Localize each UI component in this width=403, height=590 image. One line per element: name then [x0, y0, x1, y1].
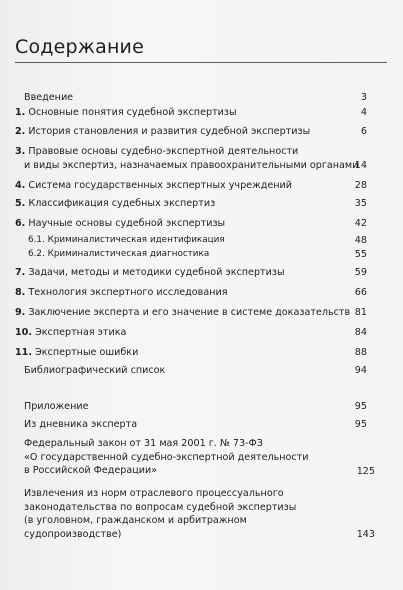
toc-page-number: 84	[354, 327, 367, 338]
toc-entry-1	[15, 106, 237, 120]
toc-entry-label-cont: судопроизводстве)	[24, 528, 122, 540]
toc-page-number: 125	[356, 466, 375, 477]
toc-entry-7	[15, 266, 285, 280]
toc-entry-10	[15, 326, 126, 340]
toc-entry-label: Система государственных экспертных учреждений	[28, 180, 293, 191]
toc-entry-number: 5.	[15, 198, 26, 209]
toc-page-number: 3	[360, 92, 367, 103]
toc-entry-label: Технология экспертного исследования	[28, 287, 228, 298]
toc-page-number: 94	[354, 365, 367, 376]
toc-entry-number: 9.	[15, 307, 26, 318]
toc-subentry-6-2	[28, 248, 209, 262]
toc-entry-2	[15, 125, 310, 139]
toc-entry-label: Приложение	[24, 401, 89, 412]
toc-entry-label: Экспертные ошибки	[35, 347, 139, 358]
toc-entry-label: Библиографический список	[24, 365, 166, 376]
toc-entry-extracts	[24, 487, 296, 541]
toc-page-number: 81	[354, 307, 367, 318]
toc-page-number: 6	[360, 126, 367, 137]
toc-entry-number: 8.	[15, 287, 26, 298]
toc-page-number: 66	[354, 287, 367, 298]
page-title: Содержание	[15, 36, 144, 58]
toc-entry-number: 2.	[15, 126, 26, 137]
toc-entry-label-cont: в Российской Федерации»	[24, 465, 158, 477]
toc-entry-label-cont: законодательства по вопросам судебной экспертизы	[24, 501, 297, 513]
toc-entry-appendix	[24, 400, 89, 414]
toc-entry-3	[15, 145, 298, 159]
toc-entry-label-cont: (в уголовном, гражданском и арбитражном	[24, 515, 247, 527]
toc-entry-11	[15, 346, 138, 360]
toc-page-number: 88	[354, 347, 367, 358]
toc-entry-label: Научные основы судебной экспертизы	[28, 218, 226, 229]
toc-subentry-6-1	[28, 234, 225, 248]
toc-entry-number: 3.	[15, 146, 26, 157]
toc-entry-bibliography	[24, 364, 165, 378]
toc-page-number: 14	[354, 160, 367, 171]
toc-entry-label: Задачи, методы и методики судебной экспертизы	[28, 267, 285, 278]
toc-entry-intro	[24, 91, 73, 105]
toc-page-number: 28	[354, 180, 367, 191]
toc-entry-8	[15, 286, 228, 300]
toc-entry-label: 6.2. Криминалистическая диагностика	[28, 249, 210, 259]
toc-page-number: 42	[354, 218, 367, 229]
toc-entry-label: Основные понятия судебной экспертизы	[28, 107, 237, 118]
toc-entry-3-line2	[24, 159, 358, 173]
toc-page-number: 59	[354, 267, 367, 278]
toc-entry-label-cont: и виды экспертиз, назначаемых правоохранительными органами	[24, 160, 359, 171]
toc-entry-label: Введение	[24, 92, 74, 103]
toc-entry-number: 4.	[15, 180, 26, 191]
toc-entry-number: 11.	[15, 347, 32, 358]
toc-entry-diary	[24, 418, 137, 432]
toc-page-number: 95	[354, 401, 367, 412]
toc-entry-federal-law	[24, 437, 309, 478]
toc-page-number: 4	[360, 107, 367, 118]
toc-entry-5	[15, 197, 215, 211]
toc-entry-number: 7.	[15, 267, 26, 278]
toc-page-number: 55	[354, 249, 367, 260]
toc-page-number: 143	[356, 529, 375, 540]
toc-entry-9	[15, 306, 350, 320]
toc-entry-label: Из дневника эксперта	[24, 419, 138, 430]
toc-page-number: 95	[354, 419, 367, 430]
toc-entry-label: 6.1. Криминалистическая идентификация	[28, 235, 225, 245]
toc-entry-label-cont: «О государственной судебно-экспертной деятельности	[24, 451, 309, 463]
toc-entry-label: Федеральный закон от 31 мая 2001 г. № 73-ФЗ	[24, 438, 263, 449]
toc-page-number: 35	[354, 198, 367, 209]
toc-entry-label: Классификация судебных экспертиз	[28, 198, 216, 209]
toc-entry-label: История становления и развития судебной экспертизы	[28, 126, 311, 137]
toc-entry-4	[15, 179, 292, 193]
toc-page-number: 48	[354, 235, 367, 246]
toc-entry-label: Экспертная этика	[35, 327, 127, 338]
toc-entry-label: Извлечения из норм отраслевого процессуального	[24, 488, 284, 499]
toc-entry-number: 6.	[15, 218, 26, 229]
toc-entry-6	[15, 217, 225, 231]
toc-entry-number: 10.	[15, 327, 32, 338]
toc-entry-number: 1.	[15, 107, 26, 118]
toc-entry-label: Правовые основы судебно-экспертной деятельности	[28, 146, 299, 157]
toc-entry-label: Заключение эксперта и его значение в системе доказательств	[28, 307, 351, 318]
